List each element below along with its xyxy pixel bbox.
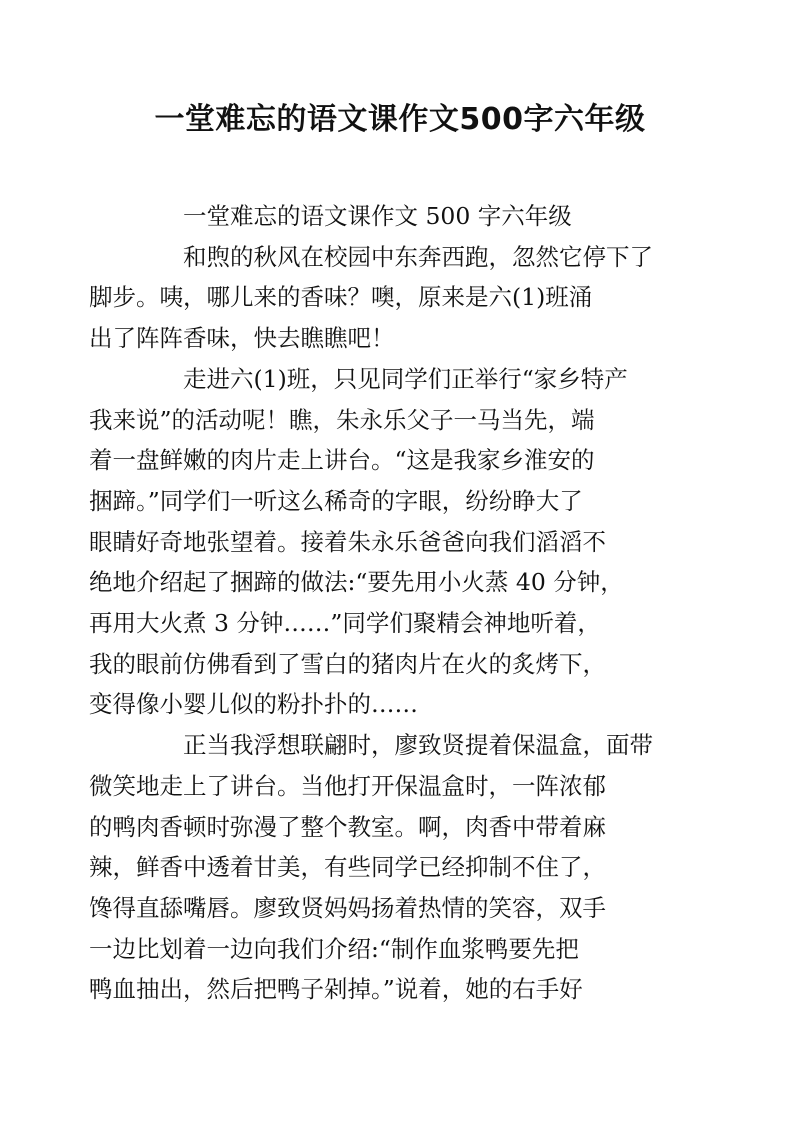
paragraph-line: 走进六(1)班，只见同学们正举行“家乡特产 [183,364,628,393]
paragraph-line: 我的眼前仿佛看到了雪白的猪肉片在火的炙烤下， [89,649,606,678]
paragraph-line: 着一盘鲜嫩的肉片走上讲台。“这是我家乡淮安的 [89,446,595,475]
paragraph-line: 变得像小婴儿似的粉扑扑的…… [89,690,418,719]
paragraph-line: 鸭血抽出，然后把鸭子剁掉。”说着，她的右手好 [89,975,583,1004]
paragraph-line: 我来说”的活动呢！瞧，朱永乐父子一马当先，端 [89,405,595,434]
paragraph-line: 辣，鲜香中透着甘美，有些同学已经抑制不住了， [89,853,606,882]
document-title: 一堂难忘的语文课作文500字六年级 [154,102,646,137]
paragraph-4 [89,725,671,1010]
paragraph-line: 微笑地走上了讲台。当他打开保温盒时，一阵浓郁 [89,771,606,800]
document-body [89,196,671,1010]
paragraph-2 [89,237,671,359]
paragraph-3 [89,359,671,725]
paragraph-line: 眼睛好奇地张望着。接着朱永乐爸爸向我们滔滔不 [89,527,606,556]
paragraph-line: 馋得直舔嘴唇。廖致贤妈妈扬着热情的笑容，双手 [89,893,606,922]
paragraph-line: 捆蹄。”同学们一听这么稀奇的字眼，纷纷睁大了 [89,486,583,515]
paragraph-line: 脚步。咦，哪儿来的香味？噢，原来是六(1)班涌 [89,283,593,312]
paragraph-line: 正当我浮想联翩时，廖致贤提着保温盒，面带 [183,731,653,760]
paragraph-line: 和煦的秋风在校园中东奔西跑，忽然它停下了 [183,242,653,271]
paragraph-line: 再用大火煮 3 分钟……”同学们聚精会神地听着， [89,609,601,638]
paragraph-line: 绝地介绍起了捆蹄的做法:“要先用小火蒸 40 分钟， [89,568,624,597]
paragraph-line: 一边比划着一边向我们介绍:“制作血浆鸭要先把 [89,934,579,963]
paragraph-line: 出了阵阵香味，快去瞧瞧吧！ [89,324,395,353]
paragraph-1 [136,196,671,237]
paragraph-line: 一堂难忘的语文课作文 500 字六年级 [183,202,572,230]
paragraph-line: 的鸭肉香顿时弥漫了整个教室。啊，肉香中带着麻 [89,812,606,841]
